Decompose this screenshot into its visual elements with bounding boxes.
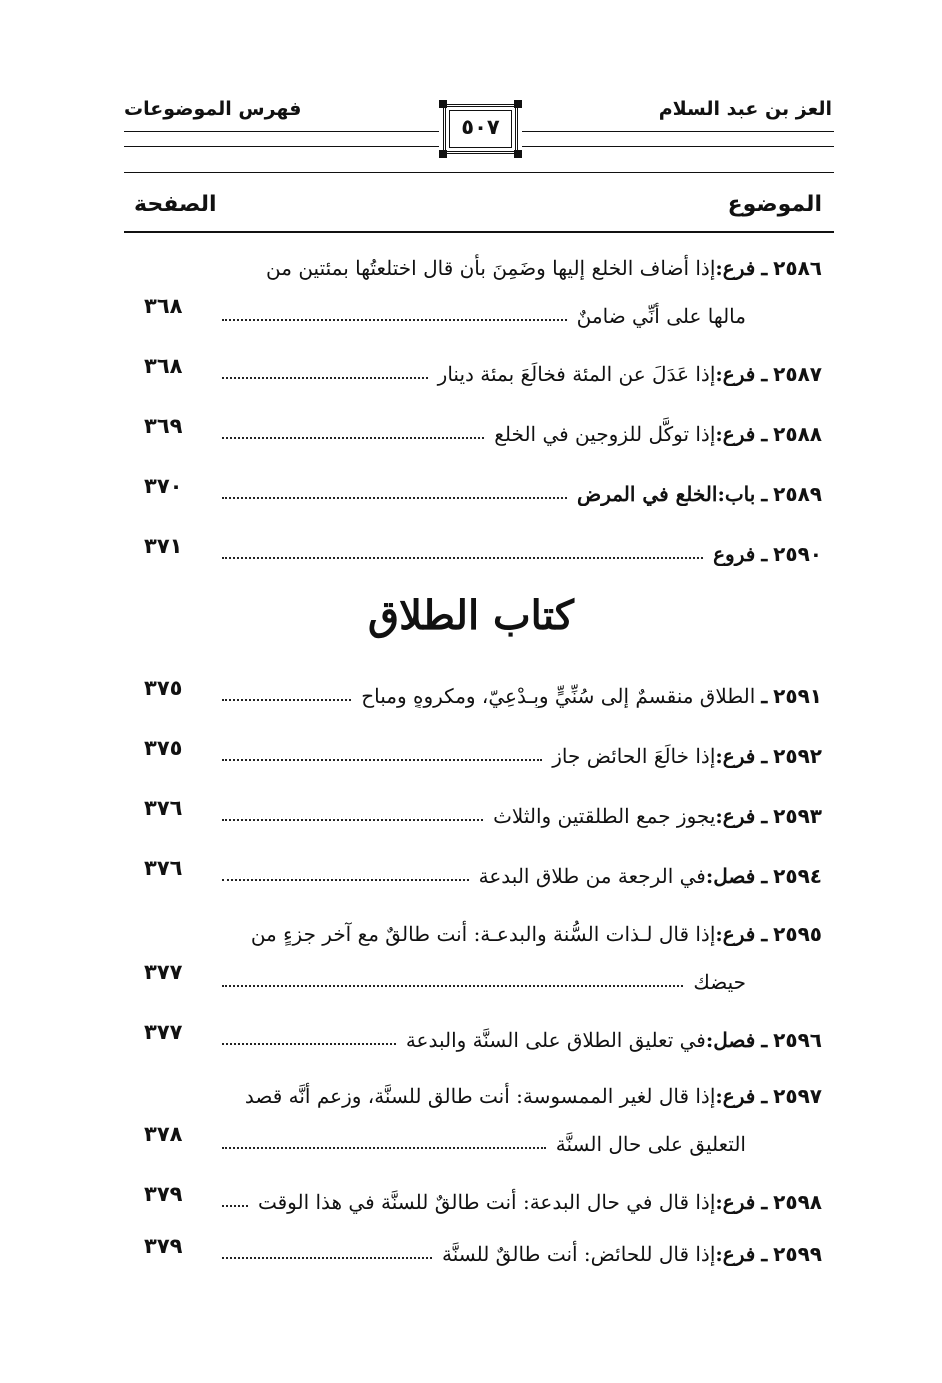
entry-title-continuation: مالها على أنِّي ضامنٌ <box>576 304 746 328</box>
entry-title: إذا قال لغير الممسوسة: أنت طالق للسنَّة، وزعم أنَّه قصد <box>244 1084 716 1108</box>
entry-label: فرع: <box>715 362 756 386</box>
index-entry-continuation <box>222 288 746 328</box>
index-entry <box>222 906 822 946</box>
entry-label: فروع <box>713 542 756 566</box>
entry-title: إذا أضاف الخلع إليها وضَمِنَ بأن قال اختلعتُها بمئتين من <box>266 256 716 280</box>
column-rule <box>124 231 834 233</box>
dot-leader <box>222 819 483 821</box>
entry-title: إذا خالَعَ الحائض جاز <box>552 744 716 768</box>
entry-page: ٣٧٥ <box>144 736 183 760</box>
entry-page: ٣٦٨ <box>144 294 183 318</box>
entry-dash: ـ <box>761 804 768 828</box>
entry-number: ٢٥٩٤ <box>773 864 822 888</box>
header-author: العز بن عبد السلام <box>658 98 832 120</box>
entry-dash: ـ <box>761 422 768 446</box>
dot-leader <box>222 1257 432 1259</box>
entry-number: ٢٥٩٦ <box>773 1028 822 1052</box>
entry-page: ٣٧٦ <box>144 856 183 880</box>
entry-dash: ـ <box>761 1242 768 1266</box>
entry-dash: ـ <box>761 864 768 888</box>
dot-leader <box>222 759 542 761</box>
page-number-frame <box>439 98 522 160</box>
index-entry-continuation <box>222 954 746 994</box>
index-entry <box>222 1226 822 1266</box>
header-rule <box>522 146 834 147</box>
entry-page: ٣٧٨ <box>144 1122 183 1146</box>
frame-corner <box>514 150 522 158</box>
entry-page: ٣٦٩ <box>144 414 183 438</box>
entry-label: فرع: <box>715 422 756 446</box>
entry-title: يجوز جمع الطلقتين والثلاث <box>493 804 716 828</box>
index-entry <box>222 526 822 566</box>
entry-dash: ـ <box>761 1084 768 1108</box>
header-rule <box>124 146 439 147</box>
entry-number: ٢٥٩٢ <box>773 744 822 768</box>
header-section: فهرس الموضوعات <box>124 98 302 120</box>
entry-title: الخلع في المرض <box>577 482 718 506</box>
entry-label: فصل: <box>705 1028 756 1052</box>
entry-title: إذا قال في حال البدعة: أنت طالقٌ للسنَّة في هذا الوقت <box>257 1190 716 1214</box>
entry-title: في الرجعة من طلاق البدعة <box>478 864 706 888</box>
entry-number: ٢٥٩٨ <box>773 1190 822 1214</box>
entry-label: فصل: <box>705 864 756 888</box>
entry-page: ٣٧٠ <box>144 474 183 498</box>
entry-title: إذا عَدَلَ عن المئة فخالَعَ بمئة دينار <box>437 362 716 386</box>
dot-leader <box>222 437 484 439</box>
entry-dash: ـ <box>761 362 768 386</box>
entry-label: فرع: <box>715 922 756 946</box>
header-rule <box>522 131 834 132</box>
entry-label: فرع: <box>715 1190 756 1214</box>
column-title-page: الصفحة <box>134 192 217 217</box>
index-entry <box>222 346 822 386</box>
entry-dash: ـ <box>761 1190 768 1214</box>
entry-title: الطلاق منقسمٌ إلى سُنِّيٍّ وبِـدْعِيّ، ومكروهٍ ومباح <box>361 684 756 708</box>
header-rule <box>124 131 439 132</box>
entry-dash: ـ <box>761 744 768 768</box>
entry-title: إذا قال للحائض: أنت طالقٌ للسنَّة <box>442 1242 716 1266</box>
dot-leader <box>222 1205 248 1207</box>
entry-page: ٣٦٨ <box>144 354 183 378</box>
dot-leader <box>222 879 469 881</box>
book-title <box>300 584 642 648</box>
entry-number: ٢٥٨٦ <box>773 256 822 280</box>
entry-dash: ـ <box>761 922 768 946</box>
entry-number: ٢٥٨٧ <box>773 362 822 386</box>
entry-title: إذا قال لـذات السُّنة والبدعـة: أنت طالقٌ مع آخر جزءٍ من <box>250 922 716 946</box>
entry-dash: ـ <box>761 256 768 280</box>
entry-page: ٣٧١ <box>144 534 183 558</box>
entry-title: إذا توكَّل للزوجين في الخلع <box>494 422 716 446</box>
entry-label: فرع: <box>715 1084 756 1108</box>
header-rule-full <box>124 172 834 173</box>
entry-page: ٣٧٩ <box>144 1234 183 1258</box>
index-entry <box>222 240 822 280</box>
index-entry <box>222 728 822 768</box>
entry-dash: ـ <box>761 542 768 566</box>
index-entry <box>222 1012 822 1052</box>
index-entry <box>222 668 822 708</box>
book-title-text: كتاب الطلاق <box>368 592 574 639</box>
index-entry <box>222 848 822 888</box>
entry-title-continuation: حيضك <box>693 970 746 994</box>
entry-number: ٢٥٩٣ <box>773 804 822 828</box>
entry-label: فرع: <box>715 744 756 768</box>
entry-number: ٢٥٩٥ <box>773 922 822 946</box>
entry-label: فرع: <box>715 1242 756 1266</box>
index-entry <box>222 1068 822 1108</box>
dot-leader <box>222 1043 396 1045</box>
dot-leader <box>222 557 703 559</box>
entry-number: ٢٥٨٨ <box>773 422 822 446</box>
entry-label: باب: <box>717 482 756 506</box>
index-entry <box>222 788 822 828</box>
frame-corner <box>439 100 447 108</box>
index-entry-continuation <box>222 1116 746 1156</box>
frame-corner <box>514 100 522 108</box>
dot-leader <box>222 985 683 987</box>
entry-page: ٣٧٧ <box>144 1020 183 1044</box>
entry-number: ٢٥٨٩ <box>773 482 822 506</box>
entry-number: ٢٥٩٧ <box>773 1084 822 1108</box>
entry-page: ٣٧٩ <box>144 1182 183 1206</box>
entry-dash: ـ <box>761 1028 768 1052</box>
entry-page: ٣٧٥ <box>144 676 183 700</box>
page-number: ٥٠٧ <box>461 115 500 139</box>
entry-title-continuation: التعليق على حال السنَّة <box>555 1132 746 1156</box>
index-entry <box>222 466 822 506</box>
entry-dash: ـ <box>761 482 768 506</box>
frame-corner <box>439 150 447 158</box>
entry-label: فرع: <box>715 256 756 280</box>
entry-number: ٢٥٩٠ <box>773 542 822 566</box>
dot-leader <box>222 1147 546 1149</box>
index-entry <box>222 406 822 446</box>
entry-number: ٢٥٩١ <box>773 684 822 708</box>
index-entry <box>222 1174 822 1214</box>
entry-page: ٣٧٦ <box>144 796 183 820</box>
entry-title: في تعليق الطلاق على السنَّة والبدعة <box>405 1028 706 1052</box>
dot-leader <box>222 699 351 701</box>
dot-leader <box>222 319 567 321</box>
entry-label: فرع: <box>715 804 756 828</box>
dot-leader <box>222 377 428 379</box>
column-title-topic: الموضوع <box>727 192 822 217</box>
dot-leader <box>222 497 567 499</box>
entry-dash: ـ <box>761 684 768 708</box>
entry-number: ٢٥٩٩ <box>773 1242 822 1266</box>
entry-page: ٣٧٧ <box>144 960 183 984</box>
